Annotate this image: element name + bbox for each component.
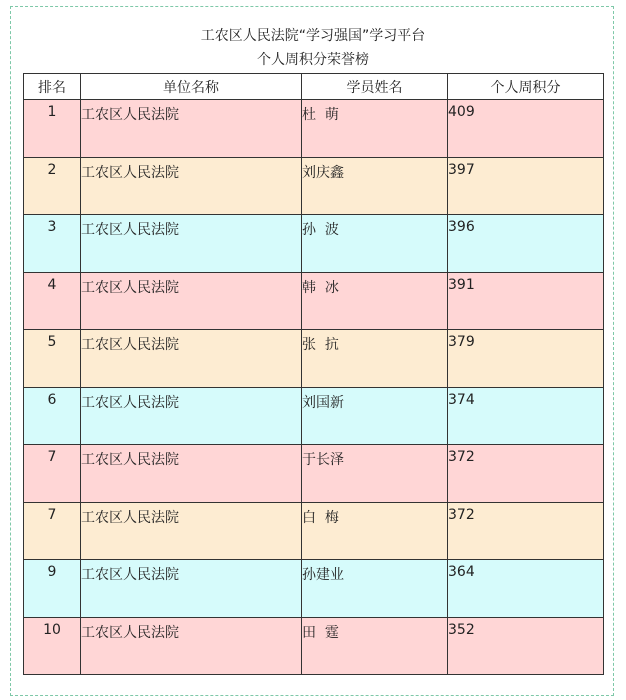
table-header-row	[24, 74, 604, 100]
table-row	[24, 100, 604, 158]
unit-cell: 工农区人民法院	[81, 387, 302, 445]
name-cell: 孙 波	[302, 215, 448, 273]
score-cell: 396	[448, 215, 604, 273]
unit-cell: 工农区人民法院	[81, 215, 302, 273]
unit-cell: 工农区人民法院	[81, 157, 302, 215]
header-unit: 单位名称	[81, 74, 302, 100]
score-cell: 372	[448, 445, 604, 503]
name-cell: 杜 萌	[302, 100, 448, 158]
score-cell: 391	[448, 272, 604, 330]
table-row	[24, 502, 604, 560]
rank-cell: 10	[24, 617, 81, 675]
unit-cell: 工农区人民法院	[81, 560, 302, 618]
unit-cell: 工农区人民法院	[81, 272, 302, 330]
table-row	[24, 330, 604, 388]
rank-cell: 1	[24, 100, 81, 158]
header-rank: 排名	[24, 74, 81, 100]
header-score: 个人周积分	[448, 74, 604, 100]
score-cell: 364	[448, 560, 604, 618]
score-cell: 397	[448, 157, 604, 215]
name-cell: 韩 冰	[302, 272, 448, 330]
score-cell: 352	[448, 617, 604, 675]
name-cell: 刘庆鑫	[302, 157, 448, 215]
honor-roll-table	[23, 73, 604, 675]
unit-cell: 工农区人民法院	[81, 330, 302, 388]
page-subtitle: 个人周积分荣誉榜	[257, 52, 369, 68]
unit-cell: 工农区人民法院	[81, 445, 302, 503]
name-cell: 刘国新	[302, 387, 448, 445]
rank-cell: 5	[24, 330, 81, 388]
unit-cell: 工农区人民法院	[81, 617, 302, 675]
name-cell: 白 梅	[302, 502, 448, 560]
unit-cell: 工农区人民法院	[81, 502, 302, 560]
table-row	[24, 157, 604, 215]
score-cell: 374	[448, 387, 604, 445]
rank-cell: 9	[24, 560, 81, 618]
rank-cell: 4	[24, 272, 81, 330]
name-cell: 田 霆	[302, 617, 448, 675]
rank-cell: 2	[24, 157, 81, 215]
score-cell: 372	[448, 502, 604, 560]
table-row	[24, 272, 604, 330]
unit-cell: 工农区人民法院	[81, 100, 302, 158]
rank-cell: 3	[24, 215, 81, 273]
score-cell: 409	[448, 100, 604, 158]
rank-cell: 6	[24, 387, 81, 445]
table-row	[24, 617, 604, 675]
header-name: 学员姓名	[302, 74, 448, 100]
name-cell: 孙建业	[302, 560, 448, 618]
table-row	[24, 560, 604, 618]
table-row	[24, 445, 604, 503]
score-cell: 379	[448, 330, 604, 388]
page-title: 工农区人民法院“学习强国”学习平台	[200, 28, 426, 44]
table-row	[24, 215, 604, 273]
name-cell: 张 抗	[302, 330, 448, 388]
rank-cell: 7	[24, 502, 81, 560]
rank-cell: 7	[24, 445, 81, 503]
table-row	[24, 387, 604, 445]
name-cell: 于长泽	[302, 445, 448, 503]
